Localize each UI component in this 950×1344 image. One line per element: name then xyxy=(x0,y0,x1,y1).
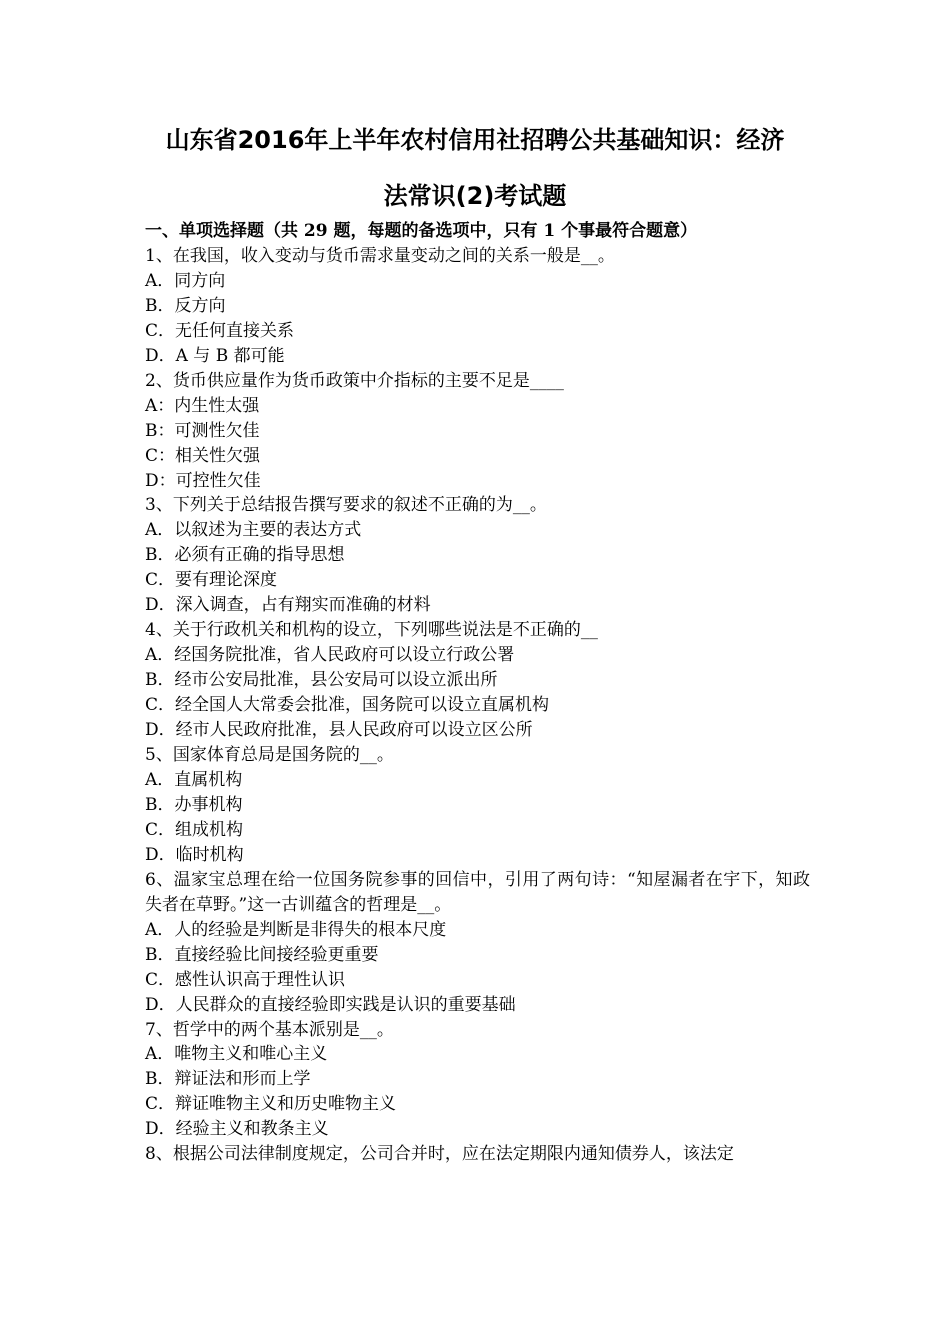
option-a: A：内生性太强 xyxy=(145,395,260,416)
question-stem: 2、货币供应量作为货币政策中介指标的主要不足是____ xyxy=(145,370,564,391)
option-c: C．感性认识高于理性认识 xyxy=(145,969,346,990)
question-stem: 7、哲学中的两个基本派别是__。 xyxy=(145,1019,394,1040)
option-a: A．直属机构 xyxy=(145,769,243,790)
option-c: C．辩证唯物主义和历史唯物主义 xyxy=(145,1094,397,1115)
option-d: D．A 与 B 都可能 xyxy=(145,345,285,366)
question-8 xyxy=(145,1142,810,1167)
question-7 xyxy=(145,1018,810,1143)
question-2 xyxy=(145,369,810,494)
option-d: D．经验主义和教条主义 xyxy=(145,1119,329,1140)
option-b: B．经市公安局批准，县公安局可以设立派出所 xyxy=(145,670,498,691)
question-stem: 4、关于行政机关和机构的设立，下列哪些说法是不正确的__ xyxy=(145,620,598,641)
option-a: A．唯物主义和唯心主义 xyxy=(145,1044,328,1065)
option-c: C：相关性欠强 xyxy=(145,445,261,466)
option-b: B．反方向 xyxy=(145,295,226,316)
option-a: A．同方向 xyxy=(145,270,226,291)
document-title xyxy=(120,112,830,224)
option-d: D：可控性欠佳 xyxy=(145,470,261,491)
question-stem: 6、温家宝总理在给一位国务院参事的回信中，引用了两句诗：“知屋漏者在宇下，知政失者在草野。”这一古训蕴含的哲理是__。 xyxy=(145,869,810,915)
option-a: A．以叙述为主要的表达方式 xyxy=(145,520,362,541)
option-c: C．组成机构 xyxy=(145,819,244,840)
question-stem: 5、国家体育总局是国务院的__。 xyxy=(145,745,394,766)
title-line-1: 山东省2016年上半年农村信用社招聘公共基础知识：经济 xyxy=(165,126,785,154)
option-b: B．必须有正确的指导思想 xyxy=(145,545,345,566)
title-line-2: 法常识(2)考试题 xyxy=(383,182,567,210)
option-d: D．经市人民政府批准，县人民政府可以设立区公所 xyxy=(145,720,533,741)
option-c: C．要有理论深度 xyxy=(145,570,278,591)
option-d: D．临时机构 xyxy=(145,844,244,865)
question-4 xyxy=(145,618,810,743)
option-c: C．无任何直接关系 xyxy=(145,320,295,341)
document-body xyxy=(145,219,810,1167)
question-stem: 8、根据公司法律制度规定，公司合并时，应在法定期限内通知债券人，该法定 xyxy=(145,1144,734,1165)
question-5 xyxy=(145,743,810,868)
option-d: D．深入调查，占有翔实而准确的材料 xyxy=(145,595,431,616)
option-b: B．直接经验比间接经验更重要 xyxy=(145,944,379,965)
section-heading: 一、单项选择题（共 29 题，每题的备选项中，只有 1 个事最符合题意） xyxy=(145,221,698,241)
question-1 xyxy=(145,244,810,369)
question-6 xyxy=(145,868,810,1018)
option-b: B．辩证法和形而上学 xyxy=(145,1069,311,1090)
option-b: B．办事机构 xyxy=(145,794,243,815)
option-a: A．人的经验是判断是非得失的根本尺度 xyxy=(145,919,447,940)
option-a: A．经国务院批准，省人民政府可以设立行政公署 xyxy=(145,645,515,666)
option-c: C．经全国人大常委会批准，国务院可以设立直属机构 xyxy=(145,695,550,716)
option-b: B：可测性欠佳 xyxy=(145,420,260,441)
question-3 xyxy=(145,493,810,618)
question-stem: 3、下列关于总结报告撰写要求的叙述不正确的为__。 xyxy=(145,495,547,516)
option-d: D．人民群众的直接经验即实践是认识的重要基础 xyxy=(145,994,516,1015)
question-stem: 1、在我国，收入变动与货币需求量变动之间的关系一般是__。 xyxy=(145,245,615,266)
